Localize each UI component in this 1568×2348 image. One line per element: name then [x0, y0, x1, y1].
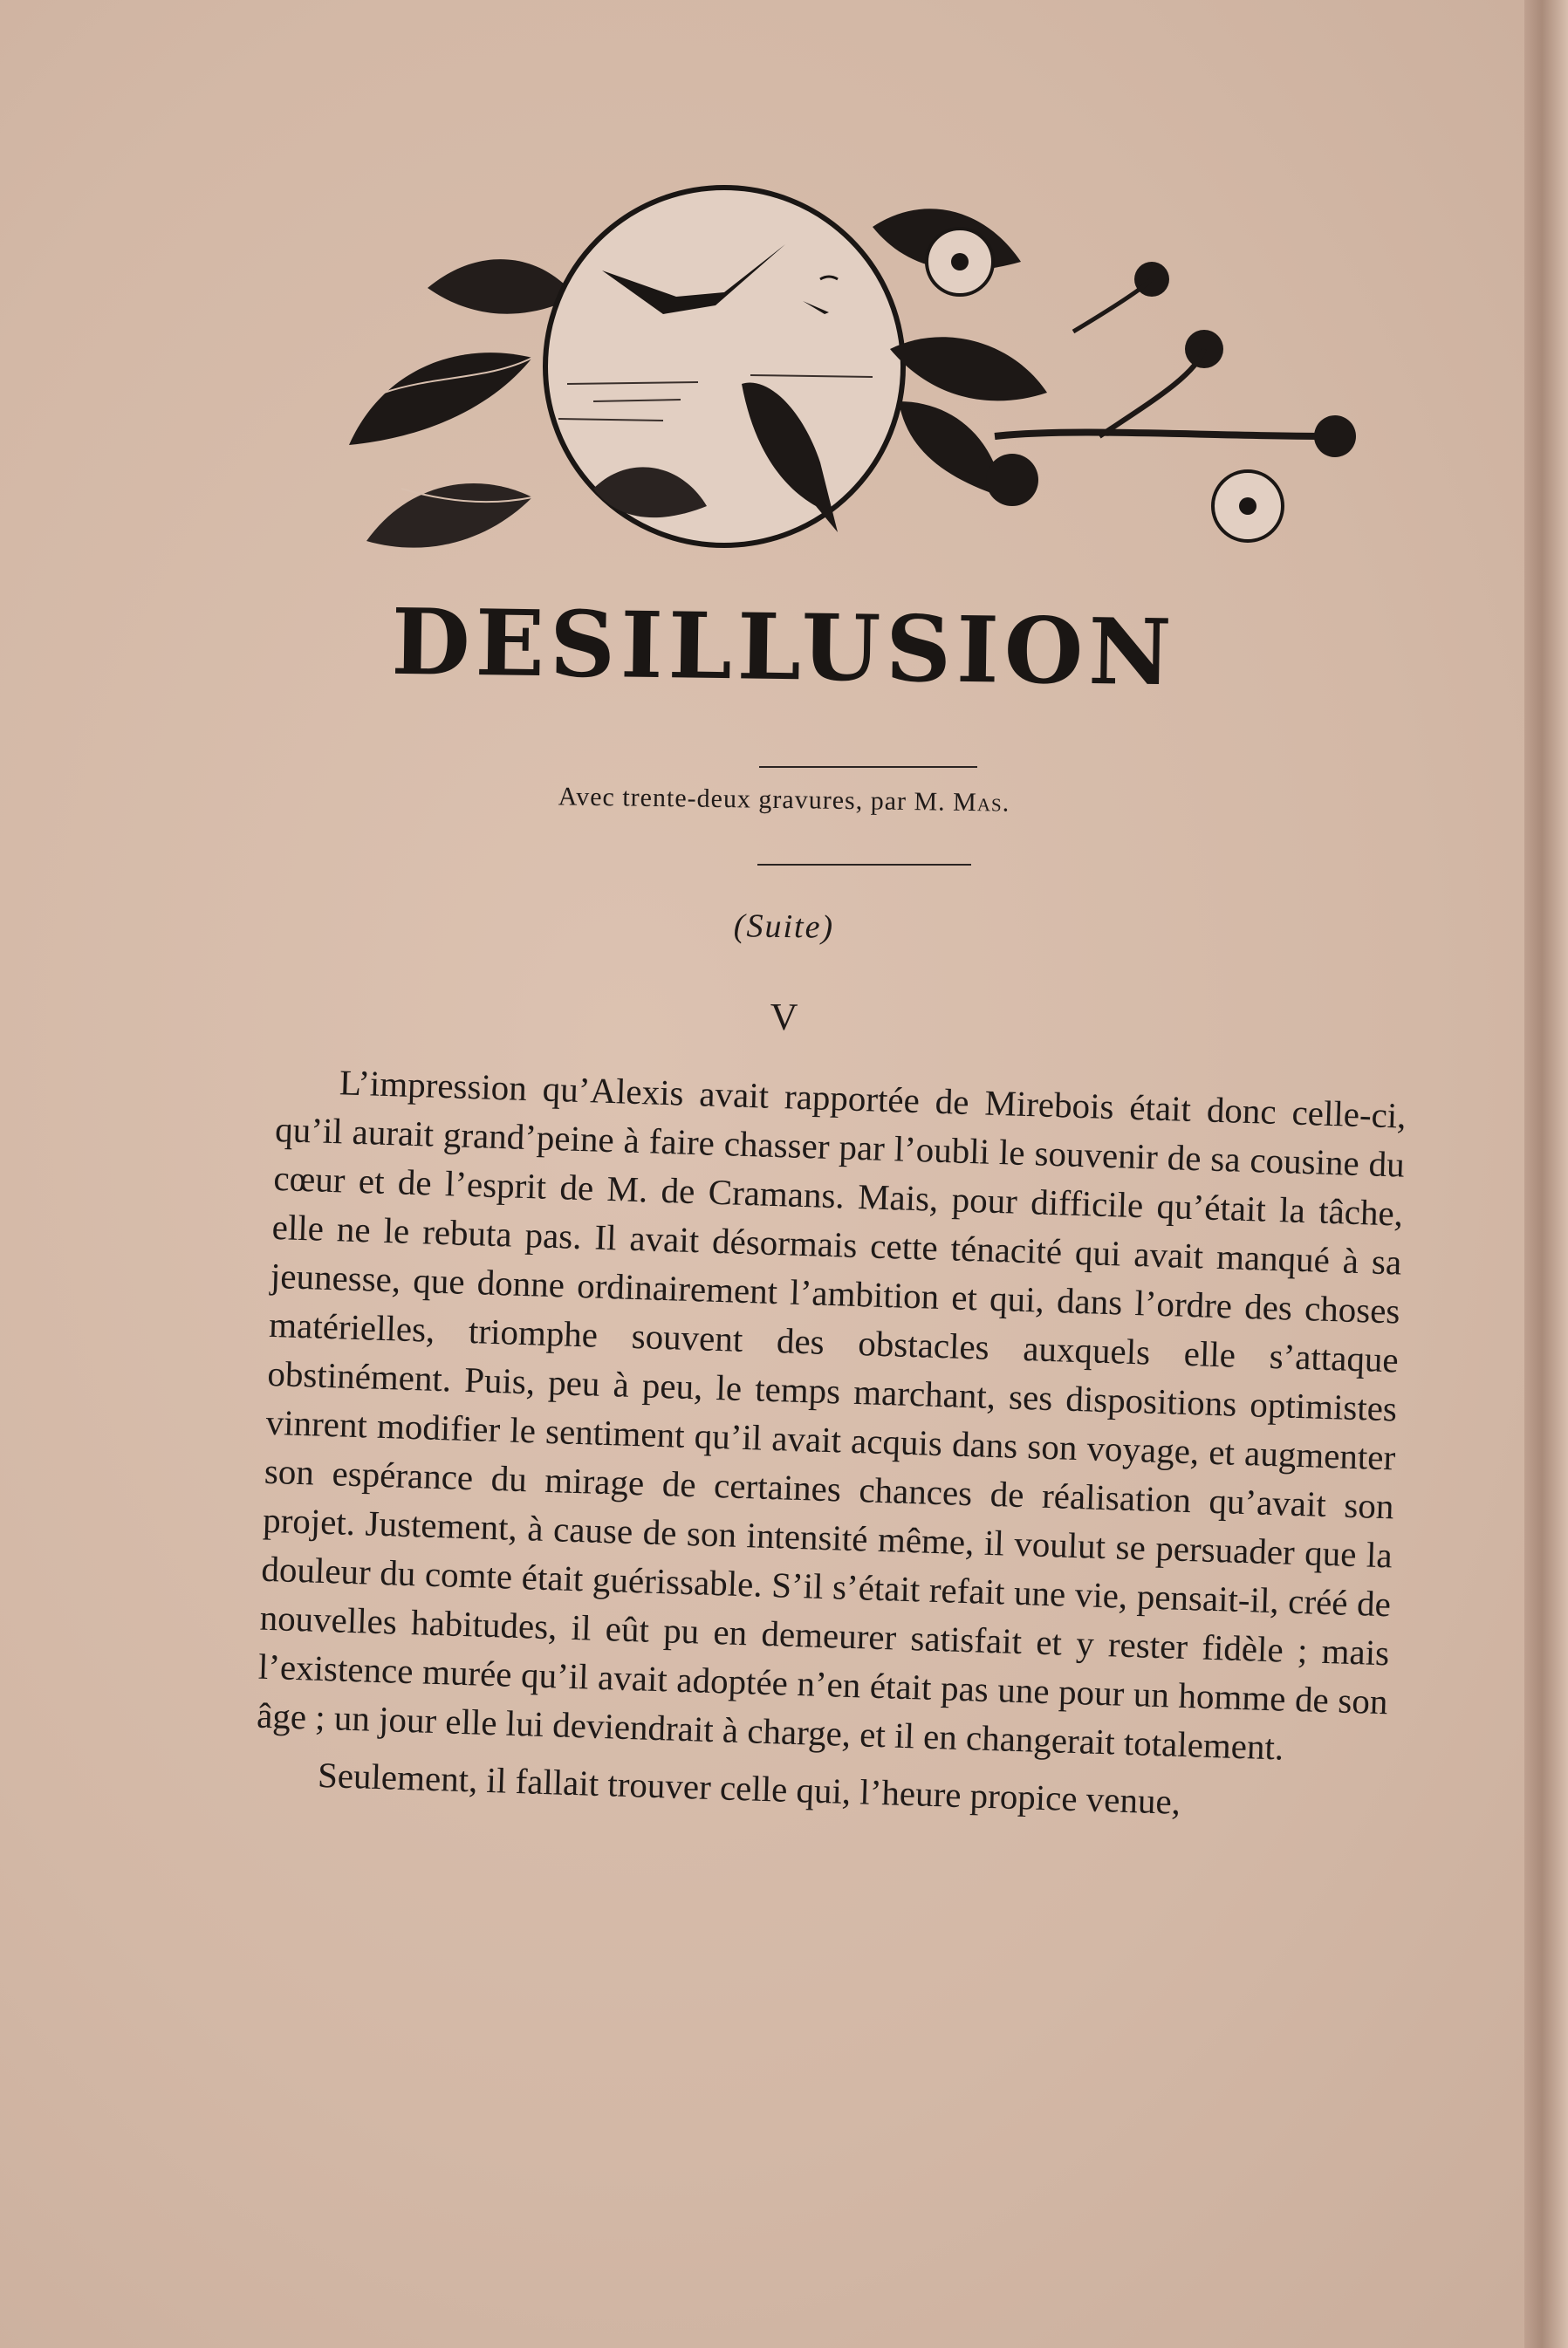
credit-author: Mas. — [952, 787, 1010, 818]
paragraph: Seulement, il fallait trouver celle qui, l’heure propice venue, — [317, 1754, 1181, 1822]
continuation-label: (Suite) — [733, 907, 835, 946]
page-title: DESILLUSION — [390, 587, 1178, 707]
bird-vignette-illustration — [332, 175, 1396, 585]
title-rule-bottom — [757, 864, 971, 866]
chapter-body — [254, 1056, 1407, 1841]
paragraph: L’impression qu’Alexis avait rapportée de Mirebois était donc celle-ci, qu’il aurait grand’peine à faire chasser par l’oubli le souvenir de sa cousine du cœur et de l’esprit de M. de Cramans. Mais, pour difficile qu’était la tâche, elle ne le rebuta pas. Il avait désormais cette ténacité qui avait manqué à sa jeunesse, que donne ordinairement l’ambition et qui, dans l’ordre des choses matérielles, triomphe souvent des obstacles auxquels elle s’attaque obstinément. Puis, peu à peu, le temps marchant, ses dispositions optimistes vinrent modifier le sentiment qu’il avait acquis dans son voyage, et augmenter son espérance du mirage de certaines chances de réalisation qu’avait son projet. Justement, à cause de son intensité même, il voulut se persuader que la douleur du comte était guérissable. S’il s’était refait une vie, pensait-il, créé de nouvelles habitudes, il eût pu en demeurer satisfait et y rester fidèle ; mais l’existence murée qu’il avait adoptée n’en était pas une pour un homme de son âge ; un jour elle lui deviendrait à charge, et il en changerait totalement. — [256, 1062, 1407, 1768]
page-gutter — [1524, 0, 1568, 2348]
chapter-number: V — [770, 995, 798, 1039]
illustration-credit — [0, 774, 1568, 825]
title-rule-top — [759, 766, 977, 768]
credit-prefix: Avec trente-deux gravures, par M. — [558, 782, 954, 817]
